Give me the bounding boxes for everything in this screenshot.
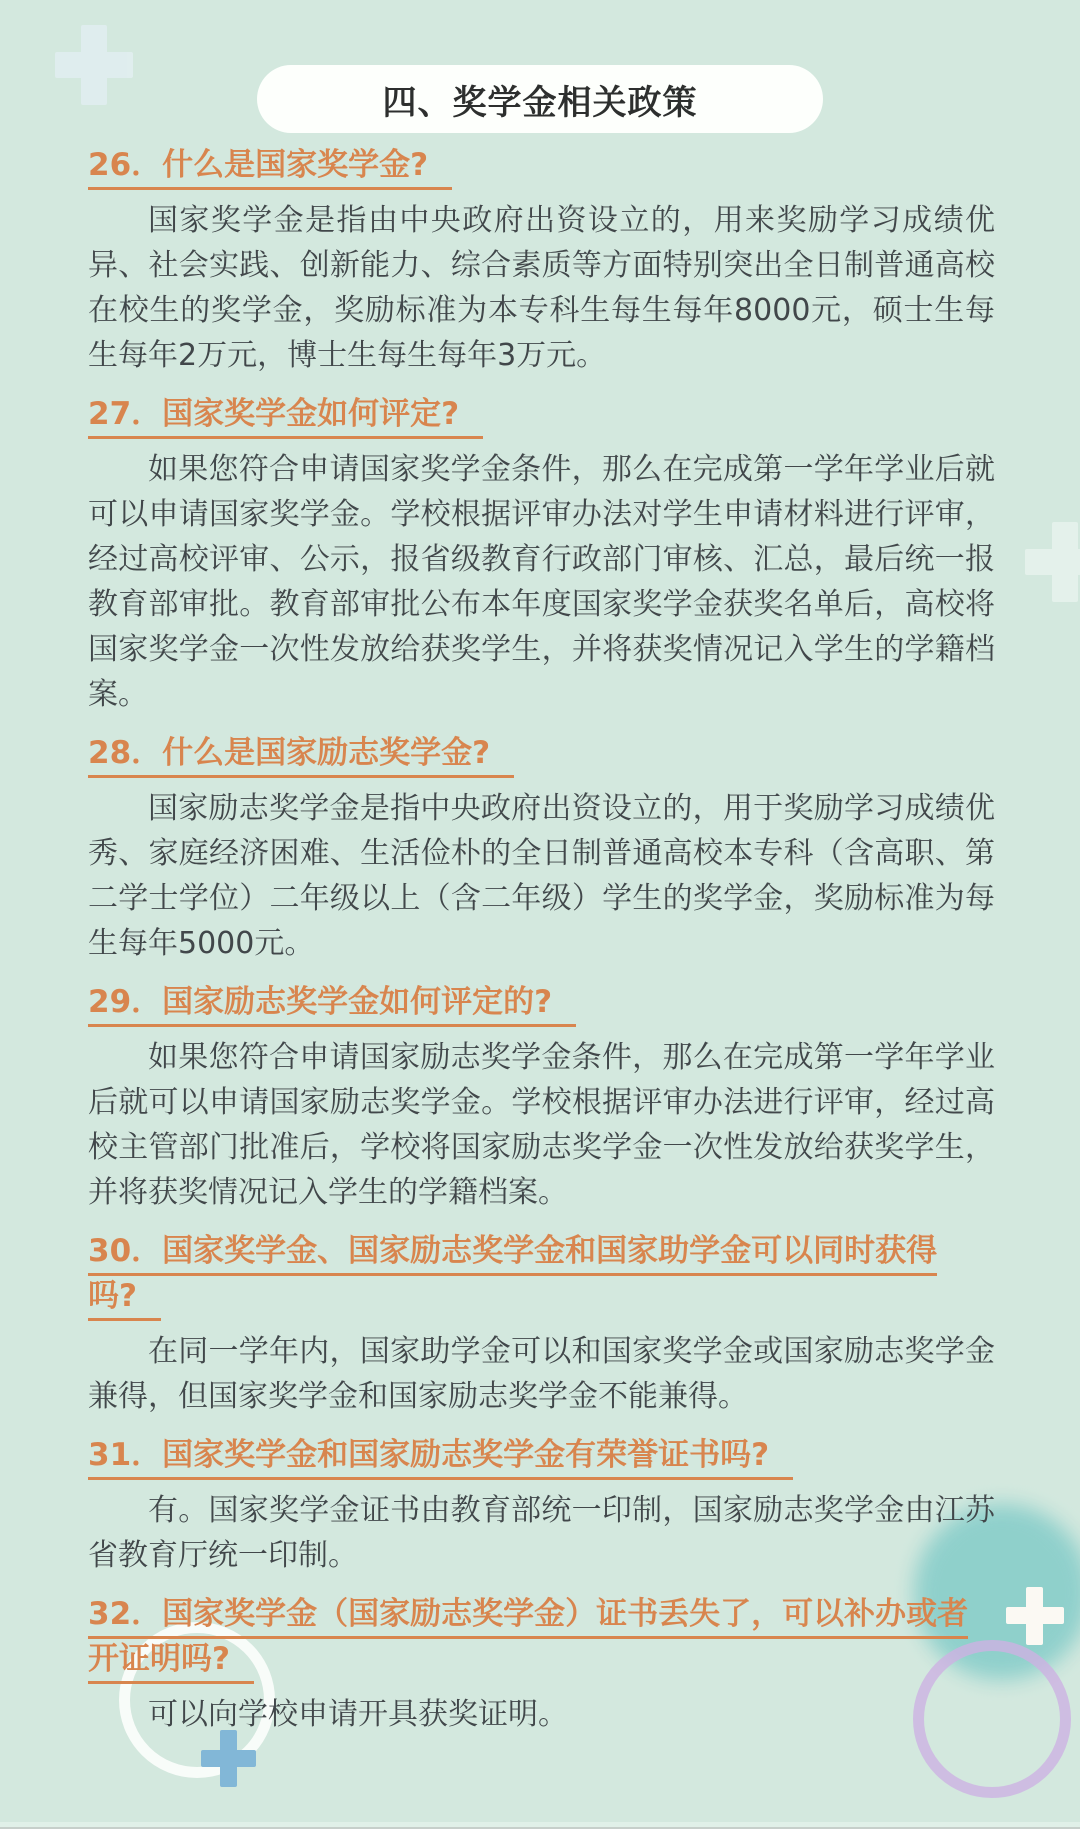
question-label: 27．国家奖学金如何评定?	[88, 396, 483, 439]
qa-item	[88, 731, 995, 966]
bottom-edge-strip	[0, 1822, 1080, 1829]
answer-text: 如果您符合申请国家励志奖学金条件，那么在完成第一学年学业后就可以申请国家励志奖学金。学校根据评审办法进行评审，经过高校主管部门批准后，学校将国家励志奖学金一次性发放给获奖学生，并将获奖情况记入学生的学籍档案。	[88, 1040, 995, 1210]
question-label: 32．国家奖学金（国家励志奖学金）证书丢失了，可以补办或者开证明吗?	[88, 1596, 968, 1684]
question-heading	[88, 392, 995, 437]
question-heading	[88, 1592, 995, 1682]
qa-item	[88, 392, 995, 717]
question-heading	[88, 1229, 995, 1319]
answer-text: 国家奖学金是指由中央政府出资设立的，用来奖励学习成绩优异、社会实践、创新能力、综合素质等方面特别突出全日制普通高校在校生的奖学金，奖励标准为本专科生每生每年8000元，硕士生每生每年2万元，博士生每生每年3万元。	[88, 203, 995, 373]
question-label: 30．国家奖学金、国家励志奖学金和国家助学金可以同时获得吗?	[88, 1233, 937, 1321]
qa-item	[88, 1229, 995, 1419]
question-heading	[88, 143, 995, 188]
answer-text: 如果您符合申请国家奖学金条件，那么在完成第一学年学业后就可以申请国家奖学金。学校根据评审办法对学生申请材料进行评审，经过高校评审、公示，报省级教育行政部门审核、汇总，最后统一报教育部审批。教育部审批公布本年度国家奖学金获奖名单后，高校将国家奖学金一次性发放给获奖学生，并将获奖情况记入学生的学籍档案。	[88, 452, 995, 712]
plus-icon-bar	[201, 1750, 256, 1767]
qa-list	[0, 133, 1080, 1737]
question-heading	[88, 731, 995, 776]
question-heading	[88, 1433, 995, 1478]
answer-text: 可以向学校申请开具获奖证明。	[148, 1697, 568, 1732]
page-title: 四、奖学金相关政策	[382, 82, 698, 123]
answer-text: 在同一学年内，国家助学金可以和国家奖学金或国家励志奖学金兼得，但国家奖学金和国家励志奖学金不能兼得。	[88, 1334, 995, 1414]
question-label: 29．国家励志奖学金如何评定的?	[88, 984, 576, 1027]
qa-item	[88, 143, 995, 378]
answer-text: 有。国家奖学金证书由教育部统一印制，国家励志奖学金由江苏省教育厅统一印制。	[88, 1493, 995, 1573]
qa-item	[88, 1433, 995, 1578]
qa-item	[88, 980, 995, 1215]
question-heading	[88, 980, 995, 1025]
question-label: 28．什么是国家励志奖学金?	[88, 735, 514, 778]
plus-icon-bar	[55, 52, 133, 78]
answer-text: 国家励志奖学金是指中央政府出资设立的，用于奖励学习成绩优秀、家庭经济困难、生活俭朴的全日制普通高校本专科（含高职、第二学士学位）二年级以上（含二年级）学生的奖学金，奖励标准为每生每年5000元。	[88, 791, 995, 961]
question-label: 31．国家奖学金和国家励志奖学金有荣誉证书吗?	[88, 1437, 793, 1480]
plus-icon	[55, 25, 133, 105]
qa-item	[88, 1592, 995, 1737]
question-label: 26．什么是国家奖学金?	[88, 147, 452, 190]
section-title-pill	[257, 65, 823, 133]
plus-icon	[201, 1730, 256, 1787]
